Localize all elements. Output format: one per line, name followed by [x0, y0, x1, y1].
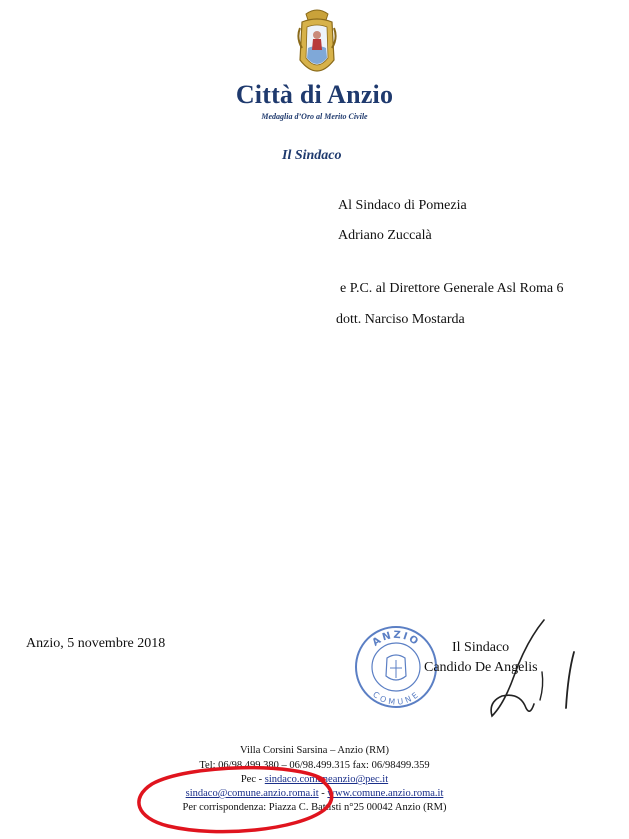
footer-phones: Tel: 06/98.499.380 – 06/98.499.315 fax: 06/98499.359 — [199, 760, 430, 771]
footer-correspondence: Per corrispondenza: Piazza C. Battisti n°25 00042 Anzio (RM) — [182, 802, 447, 813]
signer-title: Il Sindaco — [452, 640, 510, 655]
city-motto: Medaglia d’Oro al Merito Civile — [261, 112, 368, 121]
svg-text:COMUNE — [371, 690, 421, 707]
city-name: Città di Anzio — [235, 80, 394, 109]
pec-email-link[interactable]: sindaco.comuneanzio@pec.it — [264, 774, 389, 785]
recipient-line: Adriano Zuccalà — [338, 228, 432, 243]
website-link[interactable]: www.comune.anzio.roma.it — [327, 788, 444, 799]
stamp-text-top: ANZIO — [370, 629, 422, 649]
recipient-line: Al Sindaco di Pomezia — [338, 198, 467, 213]
city-crest-icon — [296, 8, 338, 82]
office-title: Il Sindaco — [282, 148, 342, 163]
svg-text:ANZIO — [371, 630, 422, 649]
signer-name: Candido De Angelis — [424, 660, 538, 675]
footer-address: Villa Corsini Sarsina – Anzio (RM) — [240, 745, 389, 756]
pec-label: Pec - — [240, 774, 263, 785]
recipient-line: e P.C. al Direttore Generale Asl Roma 6 — [340, 281, 564, 296]
annotation-circle-icon — [128, 758, 338, 834]
contact-separator: - — [318, 788, 328, 799]
email-link[interactable]: sindaco@comune.anzio.roma.it — [185, 788, 319, 799]
stamp-text-bottom: COMUNE — [371, 689, 421, 707]
recipient-line: dott. Narciso Mostarda — [336, 312, 465, 327]
letter-date: Anzio, 5 novembre 2018 — [26, 636, 166, 651]
